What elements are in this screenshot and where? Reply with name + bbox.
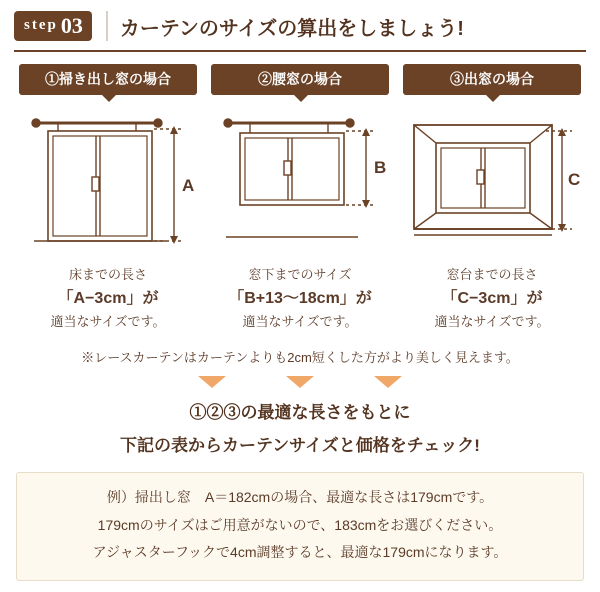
caption-line-1: 窓台までの長さ	[446, 267, 538, 282]
dimension-label-a: A	[182, 176, 195, 195]
step-badge	[14, 11, 92, 41]
lead-line-2: 下記の表からカーテンサイズと価格をチェック!	[120, 436, 480, 455]
column-sweep-out-window	[12, 64, 204, 331]
triangle-down-icon	[374, 376, 402, 388]
column-bay-window	[396, 64, 588, 331]
caption-line-2: 「A−3cm」が	[57, 289, 159, 307]
example-box	[16, 472, 584, 581]
header-rule	[14, 50, 586, 52]
lead-text	[0, 398, 600, 456]
arrow-row	[0, 376, 600, 388]
example-line-2: 179cmのサイズはご用意がないので、183cmをお選びください。	[97, 516, 503, 533]
column-waist-window	[204, 64, 396, 331]
caption-line-3: 適当なサイズです。	[434, 313, 550, 329]
column-title: ②腰窓の場合	[211, 64, 389, 95]
caption-line-3: 適当なサイズです。	[50, 313, 166, 329]
caption-block	[398, 265, 586, 331]
example-line-1: 例）掃出し窓 A＝182cmの場合、最適な長さは179cmです。	[106, 489, 494, 505]
dimension-label-c: C	[568, 170, 581, 189]
dimension-label-b: B	[374, 158, 387, 177]
caption-line-3: 適当なサイズです。	[242, 313, 358, 329]
figure-waist-window	[206, 109, 394, 261]
lead-line-1: ①②③の最適な長さをもとに	[189, 403, 411, 422]
triangle-down-icon	[286, 376, 314, 388]
caption-line-2: 「B+13〜18cm」が	[228, 289, 372, 307]
caption-block	[14, 265, 202, 331]
window-type-columns	[0, 52, 600, 331]
figure-bay-window	[398, 109, 586, 261]
page-header	[0, 0, 600, 52]
step-number: 03	[60, 12, 83, 38]
caption-line-1: 床までの長さ	[68, 267, 147, 282]
figure-sweep-out-window	[14, 109, 202, 261]
example-line-3: アジャスターフックで4cm調整すると、最適な179cmになります。	[92, 544, 508, 561]
caption-line-2: 「C−3cm」が	[441, 289, 543, 307]
column-title: ③出窓の場合	[403, 64, 581, 95]
step-word: step	[24, 17, 58, 33]
caption-line-1: 窓下までのサイズ	[248, 267, 352, 282]
page-title: カーテンのサイズの算出をしましょう!	[119, 17, 464, 40]
caption-block	[206, 265, 394, 331]
column-title: ①掃き出し窓の場合	[19, 64, 197, 95]
header-divider	[106, 11, 108, 41]
triangle-down-icon	[198, 376, 226, 388]
lace-curtain-note: ※レースカーテンはカーテンよりも2cm短くした方がより美しく見えます。	[81, 350, 519, 365]
